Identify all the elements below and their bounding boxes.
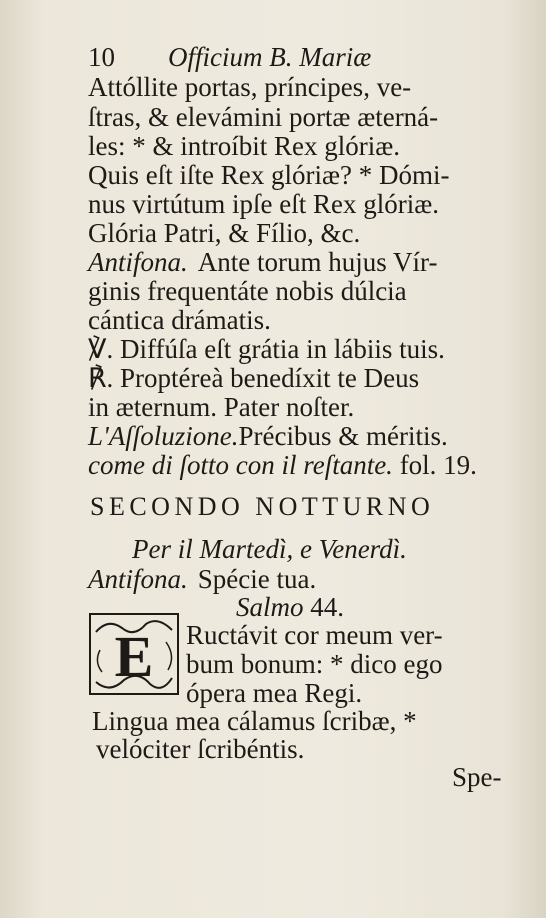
section-heading: SECONDO NOTTURNO — [90, 492, 435, 521]
antiphon-line — [88, 564, 316, 594]
text-line: cántica drámatis. — [88, 305, 271, 335]
antiphon-label: Antifona. — [88, 247, 188, 277]
text-line: nus virtútum ipſe eſt Rex glóriæ. — [88, 189, 439, 219]
text-line: in æternum. Pater noſter. — [88, 392, 355, 422]
antiphon-label: Antifona. — [88, 564, 188, 594]
psalm-line: velóciter ſcribéntis. — [96, 734, 305, 764]
psalm-line: bum bonum: * dico ego — [186, 649, 443, 679]
catchword: Spe- — [452, 762, 502, 792]
folio-reference: fol. 19. — [399, 450, 477, 480]
versicle-symbol: ℣. — [88, 334, 114, 364]
page-number: 10 — [88, 42, 115, 72]
text-line: les: * & introíbit Rex glóriæ. — [88, 131, 400, 161]
text-line: ſtras, & elevámini portæ æterná- — [88, 102, 439, 132]
svg-text:E: E — [114, 624, 154, 689]
psalm-heading — [236, 592, 344, 622]
rubric-line: Per il Martedì, e Venerdì. — [132, 534, 407, 564]
absolution-line — [88, 421, 448, 451]
response-text: Proptéreà benedíxit te Deus — [119, 363, 420, 393]
absolution-label: L'Aſſoluzione. — [88, 421, 239, 451]
antiphon-line — [88, 247, 437, 277]
text-line: Attóllite portas, príncipes, ve- — [88, 72, 412, 102]
response-line — [88, 363, 419, 393]
versicle-text: Diffúſa eſt grátia in lábiis tuis. — [119, 334, 445, 364]
antiphon-text: Spécie tua. — [197, 564, 317, 594]
text-line: ginis frequentáte nobis dúlcia — [88, 276, 407, 306]
psalm-label: Salmo — [236, 592, 304, 622]
psalm-line: Lingua mea cálamus ſcribæ, * — [92, 706, 417, 736]
text-line: Glória Patri, & Fílio, &c. — [88, 218, 361, 248]
antiphon-text: Ante torum hujus Vír- — [197, 247, 438, 277]
page-header — [88, 42, 371, 72]
versicle-line — [88, 334, 445, 364]
psalm-line: Ructávit cor meum ver- — [186, 620, 443, 650]
absolution-rubric: come di ſotto con il reſtante. — [88, 450, 393, 480]
psalm-line: ópera mea Regi. — [186, 678, 363, 708]
text-line: Quis eſt iſte Rex glóriæ? * Dómi- — [88, 160, 450, 190]
absolution-text: Précibus & méritis. — [238, 421, 448, 451]
running-title: Officium B. Mariæ — [168, 42, 372, 72]
psalm-number: 44. — [310, 592, 344, 622]
absolution-line-2 — [88, 450, 477, 480]
response-symbol: ℟. — [88, 363, 114, 393]
decorated-initial-e-icon — [88, 612, 180, 696]
